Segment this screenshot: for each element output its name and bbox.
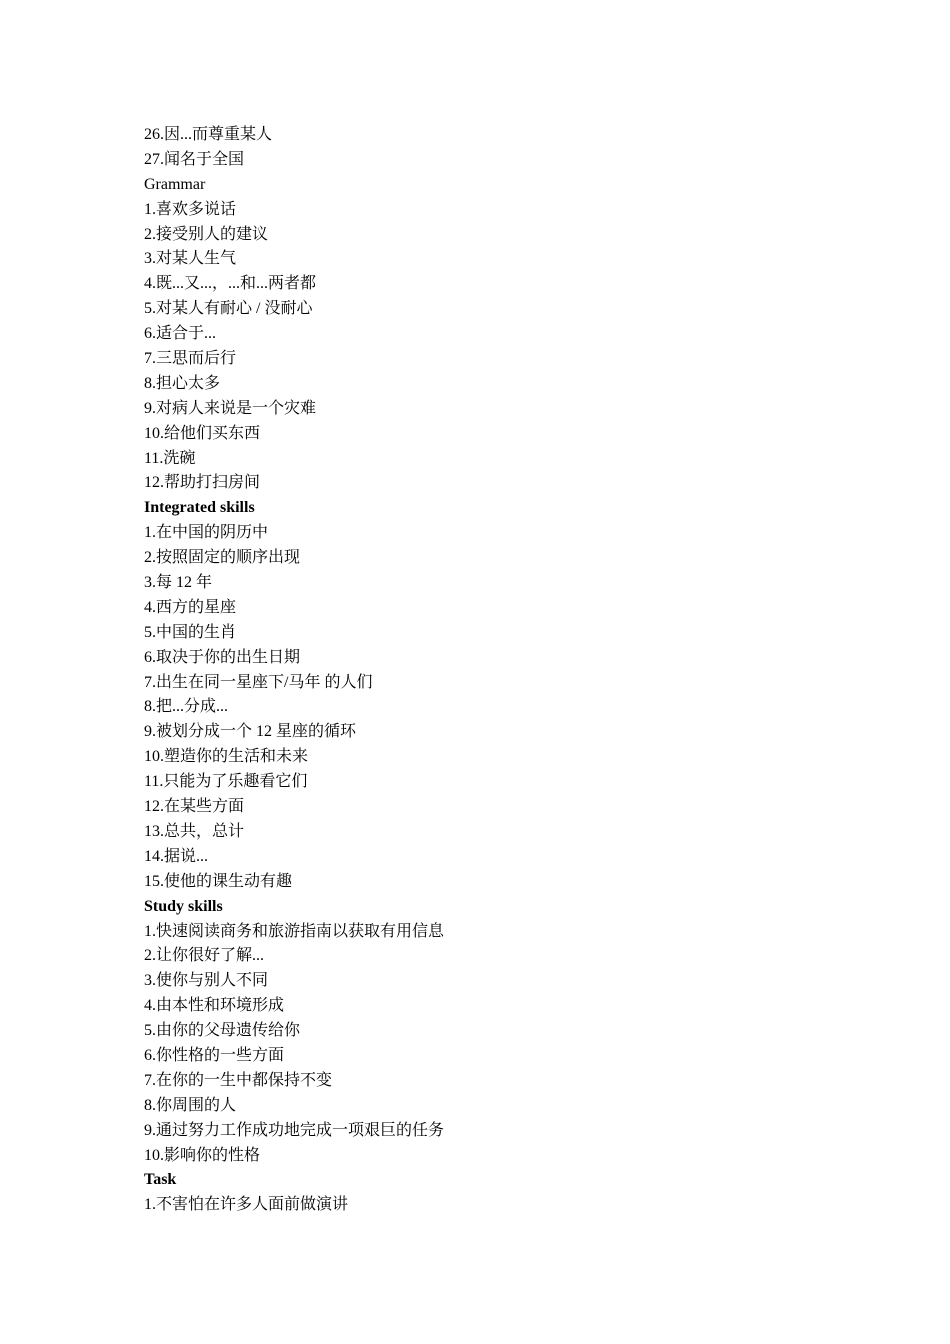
phrase-item: 3.使你与别人不同: [144, 972, 269, 990]
phrase-item: 11.只能为了乐趣看它们: [144, 773, 308, 791]
phrase-item: 5.由你的父母遗传给你: [144, 1022, 301, 1040]
phrase-item: 6.你性格的一些方面: [144, 1046, 285, 1064]
phrase-item: 10.给他们买东西: [144, 424, 261, 442]
phrase-item: 9.对病人来说是一个灾难: [144, 399, 317, 417]
phrase-item: 4.既...又...，...和...两者都: [144, 275, 317, 293]
phrase-item: 1.喜欢多说话: [144, 200, 237, 218]
phrase-item: 4.西方的星座: [144, 598, 237, 616]
section-heading: Grammar: [144, 175, 206, 193]
section-heading: Task: [144, 1171, 177, 1189]
phrase-item: 14.据说...: [144, 847, 209, 865]
phrase-item: 8.担心太多: [144, 374, 221, 392]
phrase-item: 5.对某人有耐心 / 没耐心: [144, 300, 313, 318]
phrase-item: 12.帮助打扫房间: [144, 474, 261, 492]
phrase-item: 8.把...分成...: [144, 698, 229, 716]
document-body: [144, 123, 844, 1218]
phrase-item: 10.塑造你的生活和未来: [144, 748, 309, 766]
phrase-item: 6.取决于你的出生日期: [144, 648, 301, 666]
phrase-item: 11.洗碗: [144, 449, 196, 467]
section-heading: Study skills: [144, 897, 223, 915]
section-heading: Integrated skills: [144, 499, 255, 517]
phrase-item: 2.让你很好了解...: [144, 947, 265, 965]
phrase-item: 3.每 12 年: [144, 574, 213, 592]
phrase-item: 12.在某些方面: [144, 798, 245, 816]
phrase-item: 9.通过努力工作成功地完成一项艰巨的任务: [144, 1121, 445, 1139]
phrase-item: 7.出生在同一星座下/马年 的人们: [144, 673, 373, 691]
phrase-item: 9.被划分成一个 12 星座的循环: [144, 723, 357, 741]
phrase-item: 1.快速阅读商务和旅游指南以获取有用信息: [144, 922, 445, 940]
phrase-item: 13.总共，总计: [144, 822, 245, 840]
phrase-item: 10.影响你的性格: [144, 1146, 261, 1164]
phrase-item: 5.中国的生肖: [144, 623, 237, 641]
phrase-item: 26.因...而尊重某人: [144, 126, 273, 143]
phrase-item: 3.对某人生气: [144, 250, 237, 268]
phrase-item: 7.三思而后行: [144, 350, 237, 368]
phrase-item: 2.接受别人的建议: [144, 225, 269, 243]
phrase-item: 27.闻名于全国: [144, 150, 245, 168]
phrase-item: 7.在你的一生中都保持不变: [144, 1071, 333, 1089]
phrase-item: 8.你周围的人: [144, 1096, 237, 1114]
phrase-item: 2.按照固定的顺序出现: [144, 549, 301, 567]
phrase-item: 1.不害怕在许多人面前做演讲: [144, 1196, 349, 1214]
phrase-item: 6.适合于...: [144, 325, 217, 343]
phrase-item: 4.由本性和环境形成: [144, 997, 285, 1015]
phrase-item: 15.使他的课生动有趣: [144, 872, 293, 890]
phrase-item: 1.在中国的阴历中: [144, 524, 269, 542]
